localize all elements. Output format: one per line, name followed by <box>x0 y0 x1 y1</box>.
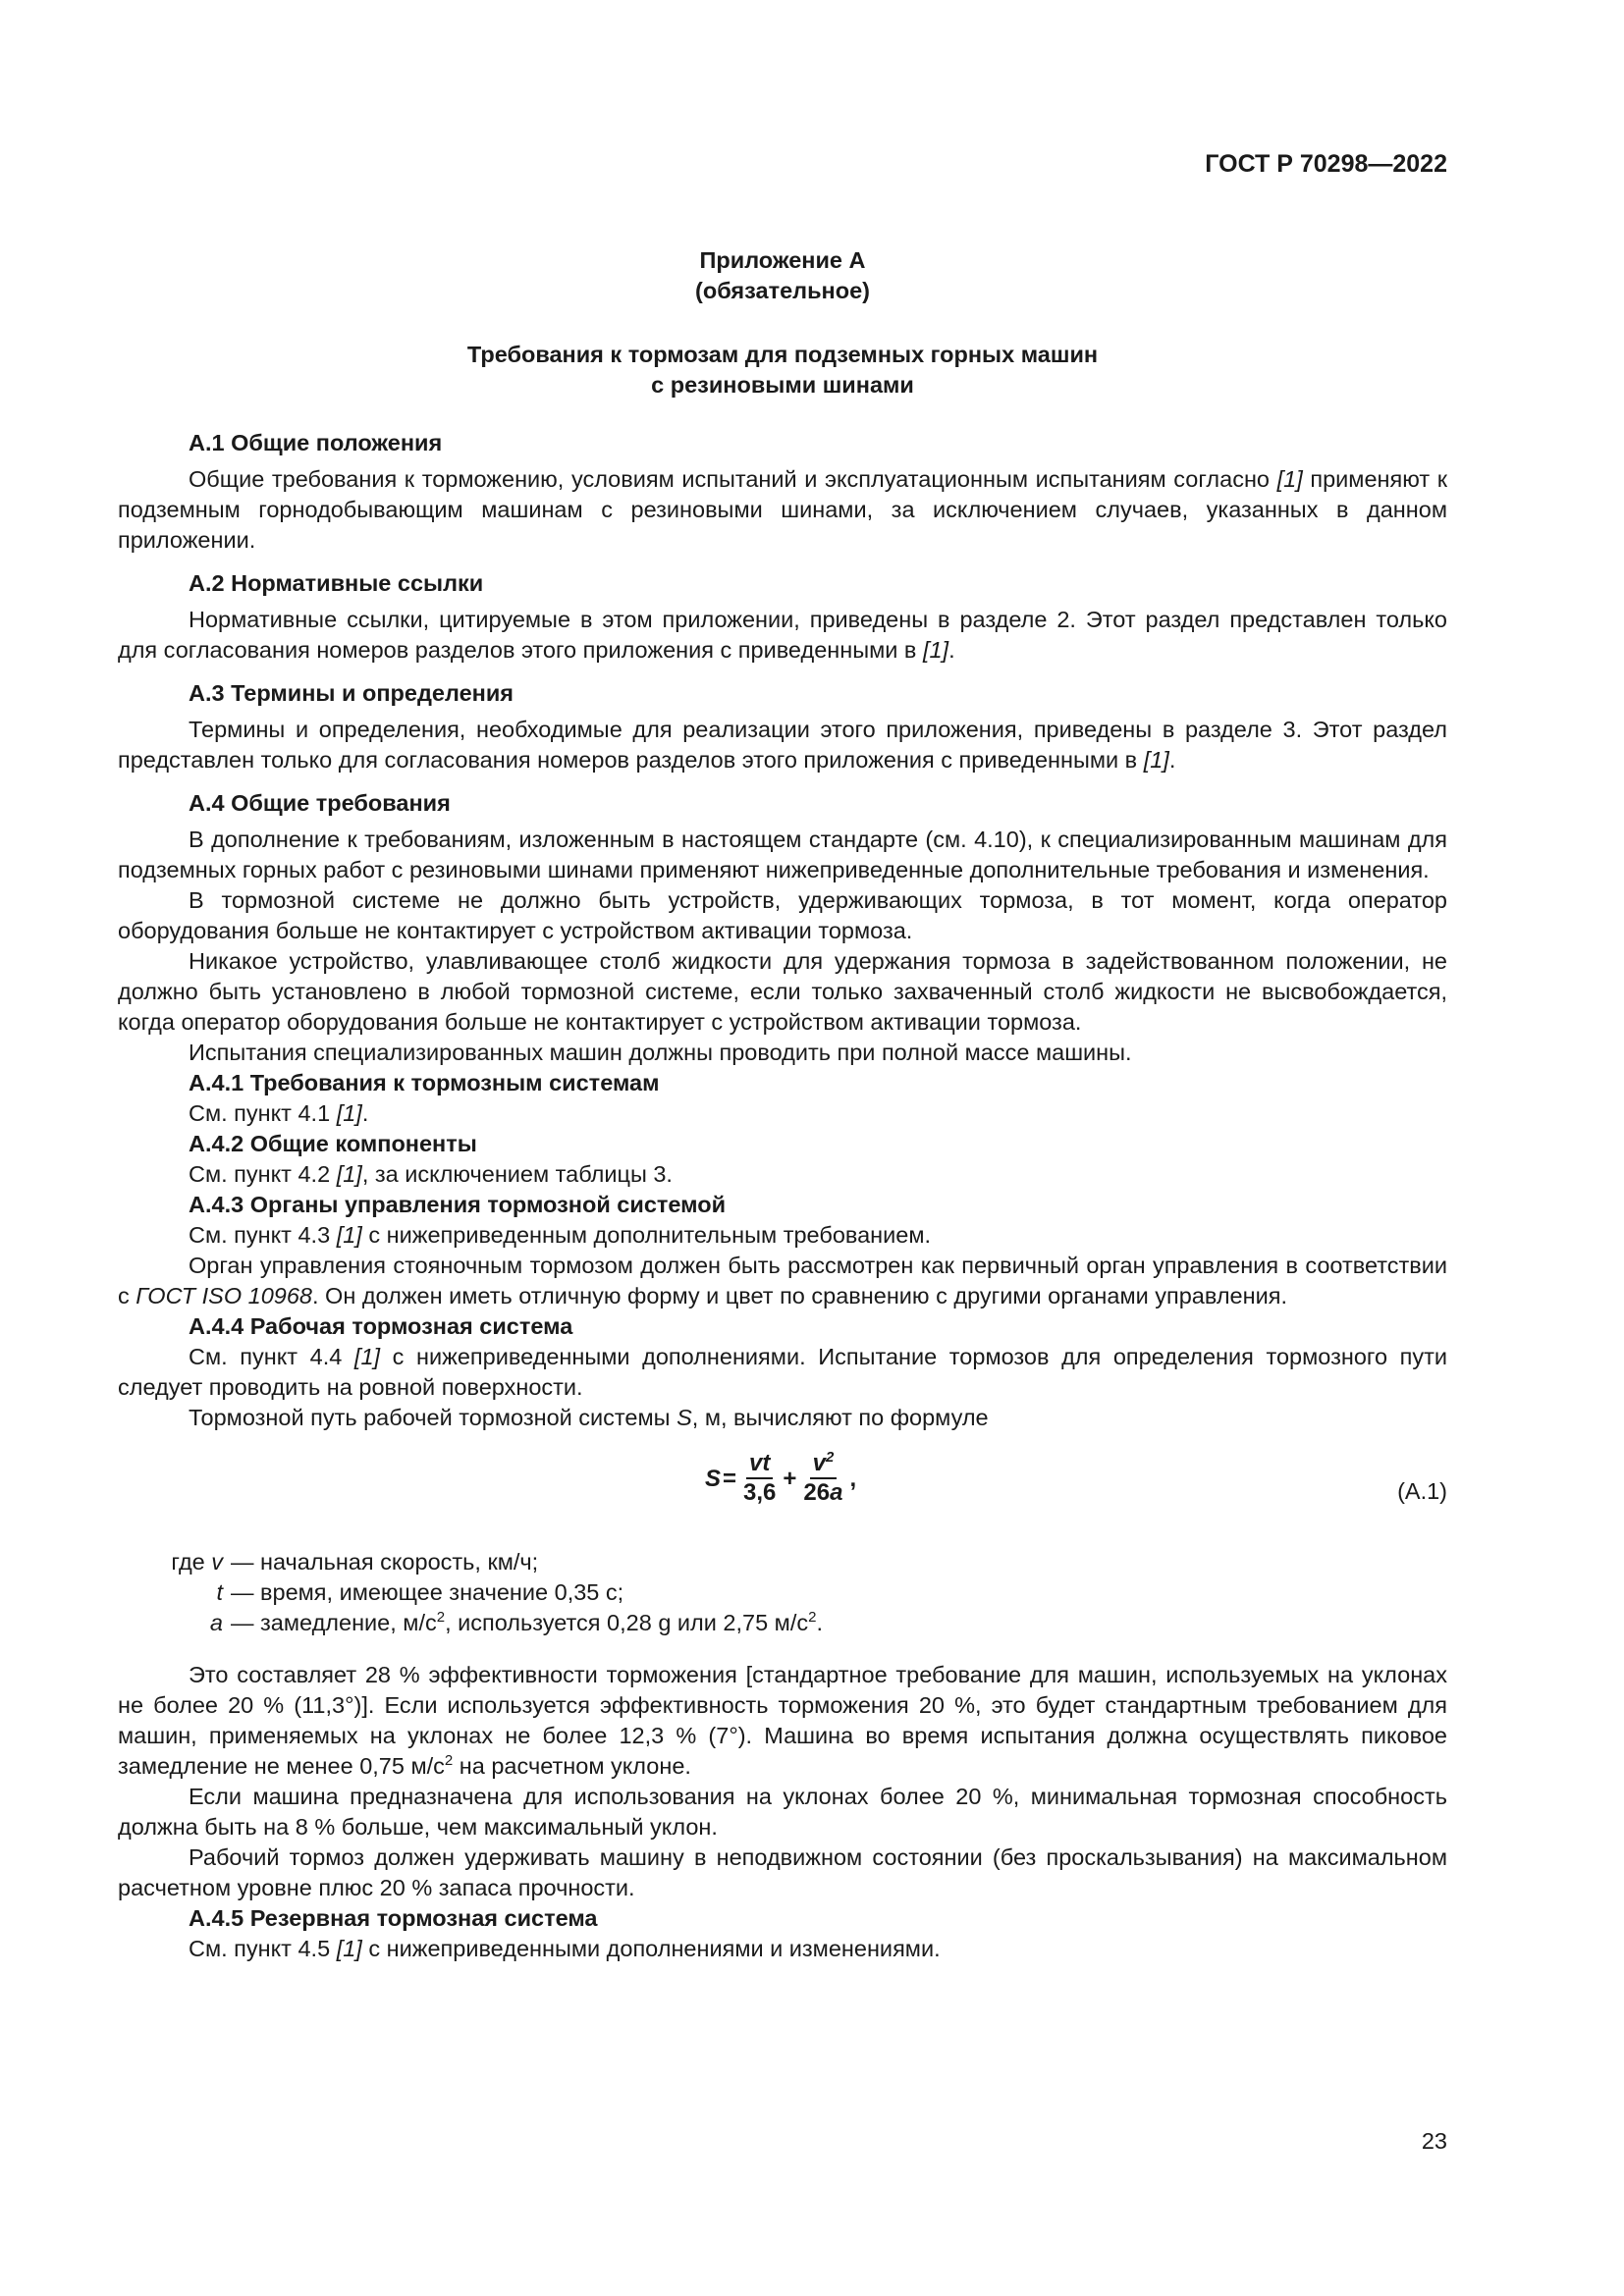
formula-fraction-1 <box>740 1451 779 1506</box>
section-a44-paragraph-3: Это составляет 28 % эффективности торможения [стандартное требование для машин, используемых на уклонах не более 20 % (11,3°)]. Если используется эффективность торможения 20 %, это будет стандартным требованием для машин, применяемых на уклонах не более 12,3 % (7°). Машина во время испытания должна осуществлять пиковое замедление не менее 0,75 $м/с^2$ на расчетном уклоне. <box>118 1662 1447 1779</box>
section-heading-a2: А.2 Нормативные ссылки <box>189 570 484 596</box>
section-heading-a42: А.4.2 Общие компоненты <box>189 1131 477 1156</box>
document-page <box>118 0 1447 2296</box>
formula-lhs: S <box>705 1465 722 1492</box>
standard-code-header: ГОСТ Р 70298—2022 <box>1205 150 1447 178</box>
section-a4-paragraph-3: Никакое устройство, улавливающее столб жидкости для удержания тормоза в задействованном положении, не должно быть установлено в любой тормозной системе, если только захваченный столб жидкости не высвобождается, когда оператор оборудования больше не контактирует с устройством активации тормоза. <box>118 948 1447 1035</box>
reference-link: [1] <box>1143 747 1169 773</box>
reference-link: [1] <box>336 1161 362 1187</box>
legend-row-v: где v — начальная скорость, км/ч; <box>171 1549 539 1575</box>
variable-s: S <box>677 1405 692 1430</box>
reference-link: [1] <box>922 637 949 663</box>
section-a44-paragraph-4: Если машина предназначена для использования на уклонах более 20 %, минимальная тормозная способность должна быть на 8 % больше, чем максимальный уклон. <box>118 1784 1447 1840</box>
document-body <box>118 428 1447 1964</box>
section-a44-paragraph-2: Тормозной путь рабочей тормозной системы S, м, вычисляют по формуле <box>189 1405 989 1430</box>
formula-equals: = <box>723 1465 737 1492</box>
section-a2-paragraph: Нормативные ссылки, цитируемые в этом приложении, приведены в разделе 2. Этот раздел представлен только для согласования номеров разделов этого приложения с приведенными в [1]. <box>118 607 1447 663</box>
formula-expression <box>705 1451 858 1506</box>
section-a42-paragraph: См. пункт 4.2 [1], за исключением таблицы 3. <box>189 1161 673 1187</box>
section-a3-paragraph: Термины и определения, необходимые для реализации этого приложения, приведены в разделе 3. Этот раздел представлен только для согласования номеров разделов этого приложения с приведенными в [1]. <box>118 717 1447 773</box>
formula-number: (А.1) <box>1397 1478 1447 1504</box>
reference-link: [1] <box>336 1222 362 1248</box>
appendix-title-line1: Требования к тормозам для подземных горных машин <box>466 342 1099 367</box>
section-heading-a44: А.4.4 Рабочая тормозная система <box>189 1313 573 1339</box>
section-a4-paragraph-1: В дополнение к требованиям, изложенным в настоящем стандарте (см. 4.10), к специализированным машинам для подземных горных работ с резиновыми шинами применяют нижеприведенные дополнительные требования и изменения. <box>118 827 1447 882</box>
legend-row-t: t — время, имеющее значение 0,35 с; <box>216 1579 624 1605</box>
appendix-status: (обязательное) <box>695 278 870 303</box>
section-a43-paragraph-2: Орган управления стояночным тормозом должен быть рассмотрен как первичный орган управления в соответствии с ГОСТ ISO 10968. Он должен иметь отличную форму и цвет по сравнению с другими органами управления. <box>118 1253 1447 1308</box>
fraction-2-denominator: 26a <box>803 1479 843 1506</box>
appendix-title-line2: с резиновыми шинами <box>651 372 914 398</box>
formula-plus: + <box>783 1465 797 1492</box>
section-heading-a43: А.4.3 Органы управления тормозной системой <box>189 1192 727 1217</box>
page-number: 23 <box>1421 2128 1447 2154</box>
formula-comma: , <box>849 1465 857 1492</box>
fraction-1-denominator: 3,6 <box>743 1479 777 1506</box>
section-heading-a41: А.4.1 Требования к тормозным системам <box>189 1070 660 1095</box>
reference-link: [1] <box>336 1936 362 1961</box>
fraction-1-numerator: vt <box>746 1451 773 1479</box>
section-a4-paragraph-4: Испытания специализированных машин должны проводить при полной массе машины. <box>189 1040 1132 1065</box>
reference-link: [1] <box>353 1344 381 1369</box>
section-heading-a45: А.4.5 Резервная тормозная система <box>189 1905 598 1931</box>
section-a43-paragraph-1: См. пункт 4.3 [1] с нижеприведенным дополнительным требованием. <box>189 1222 932 1248</box>
reference-link: [1] <box>1276 466 1303 492</box>
legend-row-a: a — замедление, $м/с^2$, используется 0,28 g или 2,75 $м/с^2$. <box>209 1609 823 1635</box>
formula-legend <box>118 1547 1447 1638</box>
formula-fraction-2 <box>800 1451 845 1506</box>
section-a4-paragraph-2: В тормозной системе не должно быть устройств, удерживающих тормоза, в тот момент, когда оператор оборудования больше не контактирует с устройством активации тормоза. <box>118 887 1447 943</box>
section-heading-a4: А.4 Общие требования <box>189 790 451 816</box>
appendix-label: Приложение А <box>699 247 866 273</box>
section-a44-paragraph-5: Рабочий тормоз должен удерживать машину в неподвижном состоянии (без проскальзывания) на максимальном расчетном уровне плюс 20 % запаса прочности. <box>118 1844 1447 1900</box>
standard-reference: ГОСТ ISO 10968 <box>135 1283 312 1308</box>
section-a41-paragraph: См. пункт 4.1 [1]. <box>189 1100 369 1126</box>
formula-a1 <box>118 1447 1447 1545</box>
section-a45-paragraph: См. пункт 4.5 [1] с нижеприведенными дополнениями и изменениями. <box>189 1936 941 1961</box>
section-a1-paragraph: Общие требования к торможению, условиям испытаний и эксплуатационным испытаниям согласно [1] применяют к подземным горнодобывающим машинам с резиновыми шинами, за исключением случаев, указанных в данном приложении. <box>118 466 1448 553</box>
section-heading-a3: А.3 Термины и определения <box>189 680 514 706</box>
reference-link: [1] <box>336 1100 362 1126</box>
section-a44-paragraph-1: См. пункт 4.4 [1] с нижеприведенными дополнениями. Испытание тормозов для определения тормозного пути следует проводить на ровной поверхности. <box>118 1344 1447 1400</box>
section-heading-a1: А.1 Общие положения <box>189 430 443 455</box>
fraction-2-numerator: $v^2$ <box>810 1451 838 1479</box>
